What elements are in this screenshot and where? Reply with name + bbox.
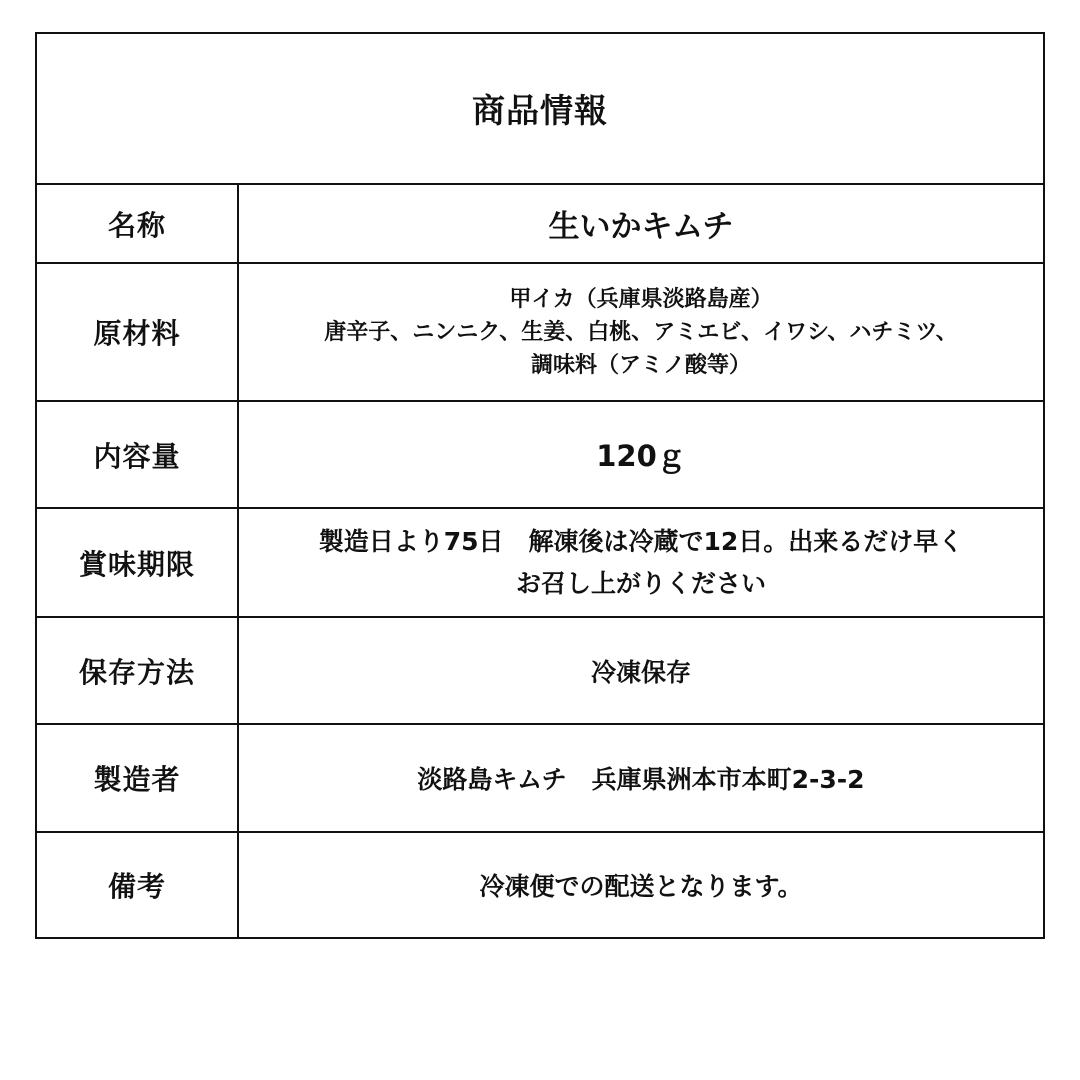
- value-line: 冷凍便での配送となります。: [479, 872, 803, 901]
- row-storage: [37, 618, 1043, 725]
- value-line: 120ｇ: [596, 439, 686, 473]
- row-label-remarks: 備考: [37, 833, 239, 937]
- value-line: 生いかキムチ: [548, 209, 734, 245]
- value-line: 淡路島キムチ 兵庫県洲本市本町2-3-2: [417, 765, 865, 794]
- row-value-remarks: [239, 833, 1043, 937]
- row-label-expiry: 賞味期限: [37, 509, 239, 616]
- row-volume: [37, 402, 1043, 509]
- row-value-expiry: [239, 509, 1043, 616]
- product-info-table: [35, 32, 1045, 939]
- row-remarks: [37, 833, 1043, 937]
- row-name: [37, 185, 1043, 264]
- value-line: 唐辛子、ニンニク、生姜、白桃、アミエビ、イワシ、ハチミツ、: [324, 319, 958, 345]
- row-value-volume: [239, 402, 1043, 507]
- row-label-ingredients: 原材料: [37, 264, 239, 400]
- value-line: 冷凍保存: [590, 657, 691, 687]
- row-value-manufacturer: [239, 725, 1043, 831]
- row-label-name: 名称: [37, 185, 239, 262]
- row-label-storage: 保存方法: [37, 618, 239, 723]
- row-value-name: [239, 185, 1043, 262]
- row-label-volume: 内容量: [37, 402, 239, 507]
- value-line: 製造日より75日 解凍後は冷蔵で12日。出来るだけ早く: [318, 527, 964, 557]
- row-expiry: [37, 509, 1043, 618]
- row-value-storage: [239, 618, 1043, 723]
- row-ingredients: [37, 264, 1043, 402]
- row-value-ingredients: [239, 264, 1043, 400]
- row-label-manufacturer: 製造者: [37, 725, 239, 831]
- table-title: 商品情報: [37, 34, 1043, 185]
- value-line: 調味料（アミノ酸等）: [530, 352, 751, 378]
- row-manufacturer: [37, 725, 1043, 833]
- value-line: お召し上がりください: [515, 568, 766, 598]
- value-line: 甲イカ（兵庫県淡路島産）: [509, 286, 773, 312]
